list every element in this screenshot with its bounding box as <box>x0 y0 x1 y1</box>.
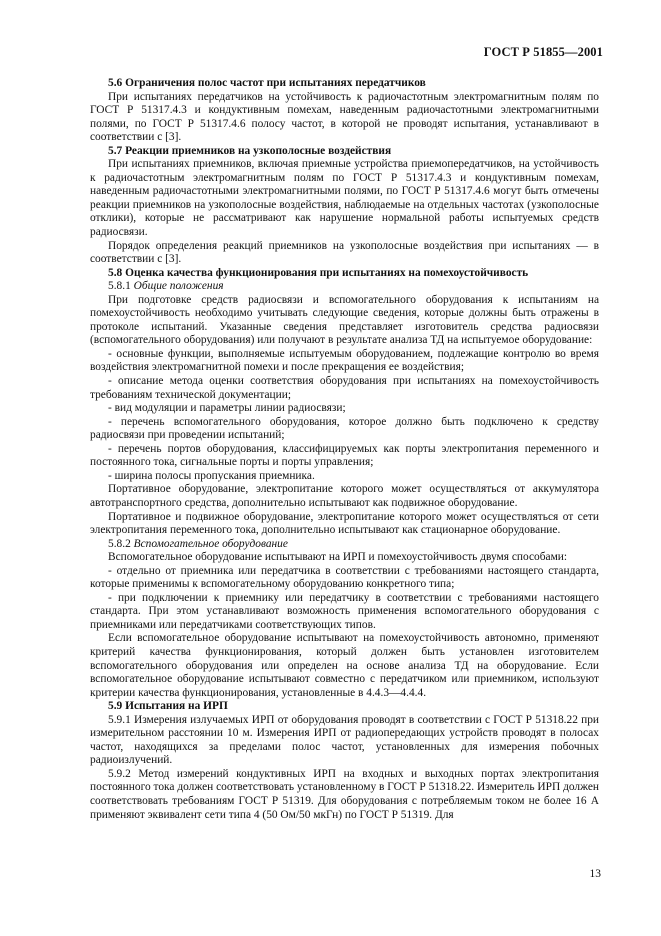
paragraph: 5.9.1 Измерения излучаемых ИРП от оборудования проводят в соответствии с ГОСТ Р 51318.22 при измерительном расстоянии 10 м. Измерения ИРП от радиопередающих устройств проводят в полосах частот, находящихся за пределами полос частот, установленных для измерения побочных радиоизлучений. <box>90 713 599 767</box>
section-heading-5-9: 5.9 Испытания на ИРП <box>108 700 228 713</box>
subsection-number: 5.8.2 <box>108 537 131 550</box>
paragraph: Порядок определения реакций приемников на узкополосные воздействия при испытаниях — в соответствии с [3]. <box>90 239 599 266</box>
standard-header: ГОСТ Р 51855—2001 <box>483 45 603 59</box>
paragraph: 5.9.2 Метод измерений кондуктивных ИРП на входных и выходных портах электропитания постоянного тока должен соответствовать установленному в ГОСТ Р 51318.22. Измеритель ИРП должен соответствовать требованиям ГОСТ Р 51319. Для оборудования с потребляемым током не более 16 А применяют эквивалент сети типа 4 (50 Ом/50 мкГн) по ГОСТ Р 51319. Для <box>90 767 599 821</box>
section-heading-5-7: 5.7 Реакции приемников на узкополосные воздействия <box>108 144 392 157</box>
document-body <box>90 77 599 822</box>
subsection-title: Вспомогательное оборудование <box>133 537 288 550</box>
paragraph: При подготовке средств радиосвязи и вспомогательного оборудования к испытаниям на помехоустойчивость необходимо учитывать следующие сведения, которые должны быть отражены в протоколе испытаний. Указанные сведения представляет изготовитель средства радиосвязи (вспомогательного оборудования) или получают в результате анализа ТД на испытуемое оборудование: <box>90 293 599 347</box>
list-item: - ширина полосы пропускания приемника. <box>108 469 315 482</box>
paragraph: При испытаниях передатчиков на устойчивость к радиочастотным электромагнитным полям по ГОСТ Р 51317.4.3 и кондуктивным помехам, наведенным радиочастотными электромагнитными полями, по ГОСТ Р 51317.4.6 полосу частот, в которой не проводят испытания, устанавливают в соответствии с [3]. <box>90 90 599 144</box>
paragraph: Если вспомогательное оборудование испытывают на помехоустойчивость автономно, применяют критерий качества функционирования, который должен быть установлен изготовителем вспомогательного оборудования или определен на основе анализа ТД на оборудование. Если вспомогательное оборудование испытывают совместно с передатчиком или приемником, используют критерии качества функционирования, установленные в 4.4.3—4.4.4. <box>90 632 599 699</box>
page-number: 13 <box>589 868 601 880</box>
list-item: - основные функции, выполняемые испытуемым оборудованием, подлежащие контролю во время воздействия электромагнитной помехи и после прекращения ее воздействия; <box>90 347 599 374</box>
list-item: - вид модуляции и параметры линии радиосвязи; <box>108 402 346 415</box>
paragraph: Портативное и подвижное оборудование, электропитание которого может осуществляться от сети электропитания переменного тока, дополнительно испытывают как стационарное оборудование. <box>90 510 599 537</box>
subsection-heading-5-8-1 <box>90 280 599 294</box>
subsection-title: Общие положения <box>133 280 224 293</box>
list-item: - перечень вспомогательного оборудования, которое должно быть подключено к средству радиосвязи при проведении испытаний; <box>90 415 599 442</box>
subsection-number: 5.8.1 <box>108 280 131 293</box>
subsection-heading-5-8-2 <box>90 538 599 552</box>
paragraph: Портативное оборудование, электропитание которого может осуществляться от аккумулятора автотранспортного средства, дополнительно испытывают как подвижное оборудование. <box>90 483 599 509</box>
list-item: - перечень портов оборудования, классифицируемых как порты электропитания переменного и постоянного тока, сигнальные порты и порты управления; <box>90 442 599 469</box>
section-heading-5-6: 5.6 Ограничения полос частот при испытаниях передатчиков <box>108 77 426 89</box>
paragraph: Вспомогательное оборудование испытывают на ИРП и помехоустойчивость двумя способами: <box>108 551 568 564</box>
section-heading-5-8: 5.8 Оценка качества функционирования при испытаниях на помехоустойчивость <box>108 266 529 279</box>
list-item: - описание метода оценки соответствия оборудования при испытаниях на помехоустойчивость требованиям технической документации; <box>90 375 599 401</box>
paragraph: При испытаниях приемников, включая приемные устройства приемопередатчиков, на устойчивость к радиочастотным электромагнитным полям по ГОСТ Р 51317.4.3 и кондуктивным помехам, наведенным радиочастотными электромагнитными полями, по ГОСТ Р 51317.4.6 могут быть отмечены реакции приемников на узкополосные воздействия, наблюдаемые на отдельных частотах (узкополосные отклики), которые не рассматривают как нарушение нормальной работы испытуемых средств радиосвязи. <box>90 158 599 239</box>
list-item: - отдельно от приемника или передатчика в соответствии с требованиями настоящего стандарта, которые применимы к вспомогательному оборудованию конкретного типа; <box>90 564 599 591</box>
list-item: - при подключении к приемнику или передатчику в соответствии с требованиями настоящего стандарта. При этом устанавливают возможность применения вспомогательного оборудования с приемниками или передатчиками соответствующих типов. <box>90 591 599 631</box>
